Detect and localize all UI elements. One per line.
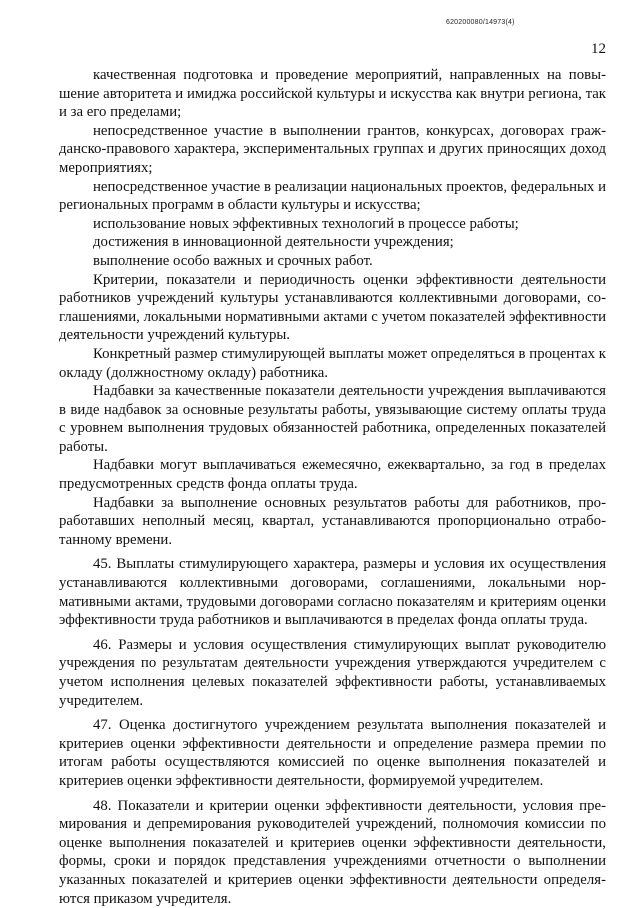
paragraph: выполнение особо важных и срочных работ. (93, 252, 373, 269)
paragraph-item-47: 47. Оценка достигнутого учреждением результата выполнения показателей и критериев оценки эффективности деятельности и определение размера премии по итогам работы осуществляются комиссией по оценке выполнения показателей и критериев оценки эффективности деятельности, формируемой учредителем. (59, 717, 606, 789)
paragraph: Надбавки за качественные показатели деятельности учреждения выплачиваются в виде надбавок за основные результаты работы, увязывающие систему оплаты труда с уровнем выполнения трудовых обязанностей работника, определенных показателей работы. (59, 383, 606, 455)
paragraph: Надбавки могут выплачиваться ежемесячно, ежеквартально, за год в пределах предусмотренных средств фонда оплаты труда. (59, 457, 606, 493)
page-number: 12 (591, 41, 606, 57)
paragraph-item-46: 46. Размеры и условия осуществления стимулирующих выплат руководителю учреждения по результатам деятельности учреждения утверждаются учредителем с учетом исполнения целевых показателей эффективности работы, устанавливаемых учредителем. (59, 636, 606, 709)
paragraph: Критерии, показатели и периодичность оценки эффективности деятельности работников учреждений культуры устанавливаются коллективными договорами, соглашениями, локальными нормативными актами с учетом показателей эффективности деятельности учреждений культуры. (59, 271, 606, 344)
paragraph: качественная подготовка и проведение мероприятий, направленных на повышение авторитета и имиджа российской культуры и искусства как внутри региона, так и за его пределами; (59, 67, 606, 121)
paragraph: непосредственное участие в реализации национальных проектов, федеральных и региональных программ в области культуры и искусства; (59, 178, 606, 214)
document-body (59, 66, 606, 908)
paragraph: Конкретный размер стимулирующей выплаты может определяться в процентах к окладу (должностному окладу) работника. (59, 345, 606, 381)
paragraph: использование новых эффективных технологий в процессе работы; (93, 215, 519, 232)
paragraph-item-48: 48. Показатели и критерии оценки эффективности деятельности, условия премирования и депремирования руководителей учреждений, полномочия комиссии по оценке выполнения показателей и критериев оценки эффективности деятельности, формы, сроки и порядок представления учреждениями отчетности о выполнении указанных показателей и критериев оценки эффективности деятельности определяются приказом учредителя. (59, 797, 606, 907)
paragraph: достижения в инновационной деятельности учреждения; (93, 234, 454, 251)
paragraph: Надбавки за выполнение основных результатов работы для работников, проработавших неполный месяц, квартал, устанавливаются пропорционально отработанному времени. (59, 494, 606, 548)
paragraph-item-45: 45. Выплаты стимулирующего характера, размеры и условия их осуществления устанавливаются коллективными договорами, соглашениями, локальными нормативными актами, трудовыми договорами согласно показателям и критериям оценки эффективности труда работников и выплачиваются в пределах фонда оплаты труда. (59, 556, 606, 629)
paragraph: непосредственное участие в выполнении грантов, конкурсах, договорах гражданско-правового характера, экспериментальных группах и других приносящих доход мероприятиях; (59, 122, 606, 176)
document-id: 620200080/14973(4) (446, 19, 515, 26)
